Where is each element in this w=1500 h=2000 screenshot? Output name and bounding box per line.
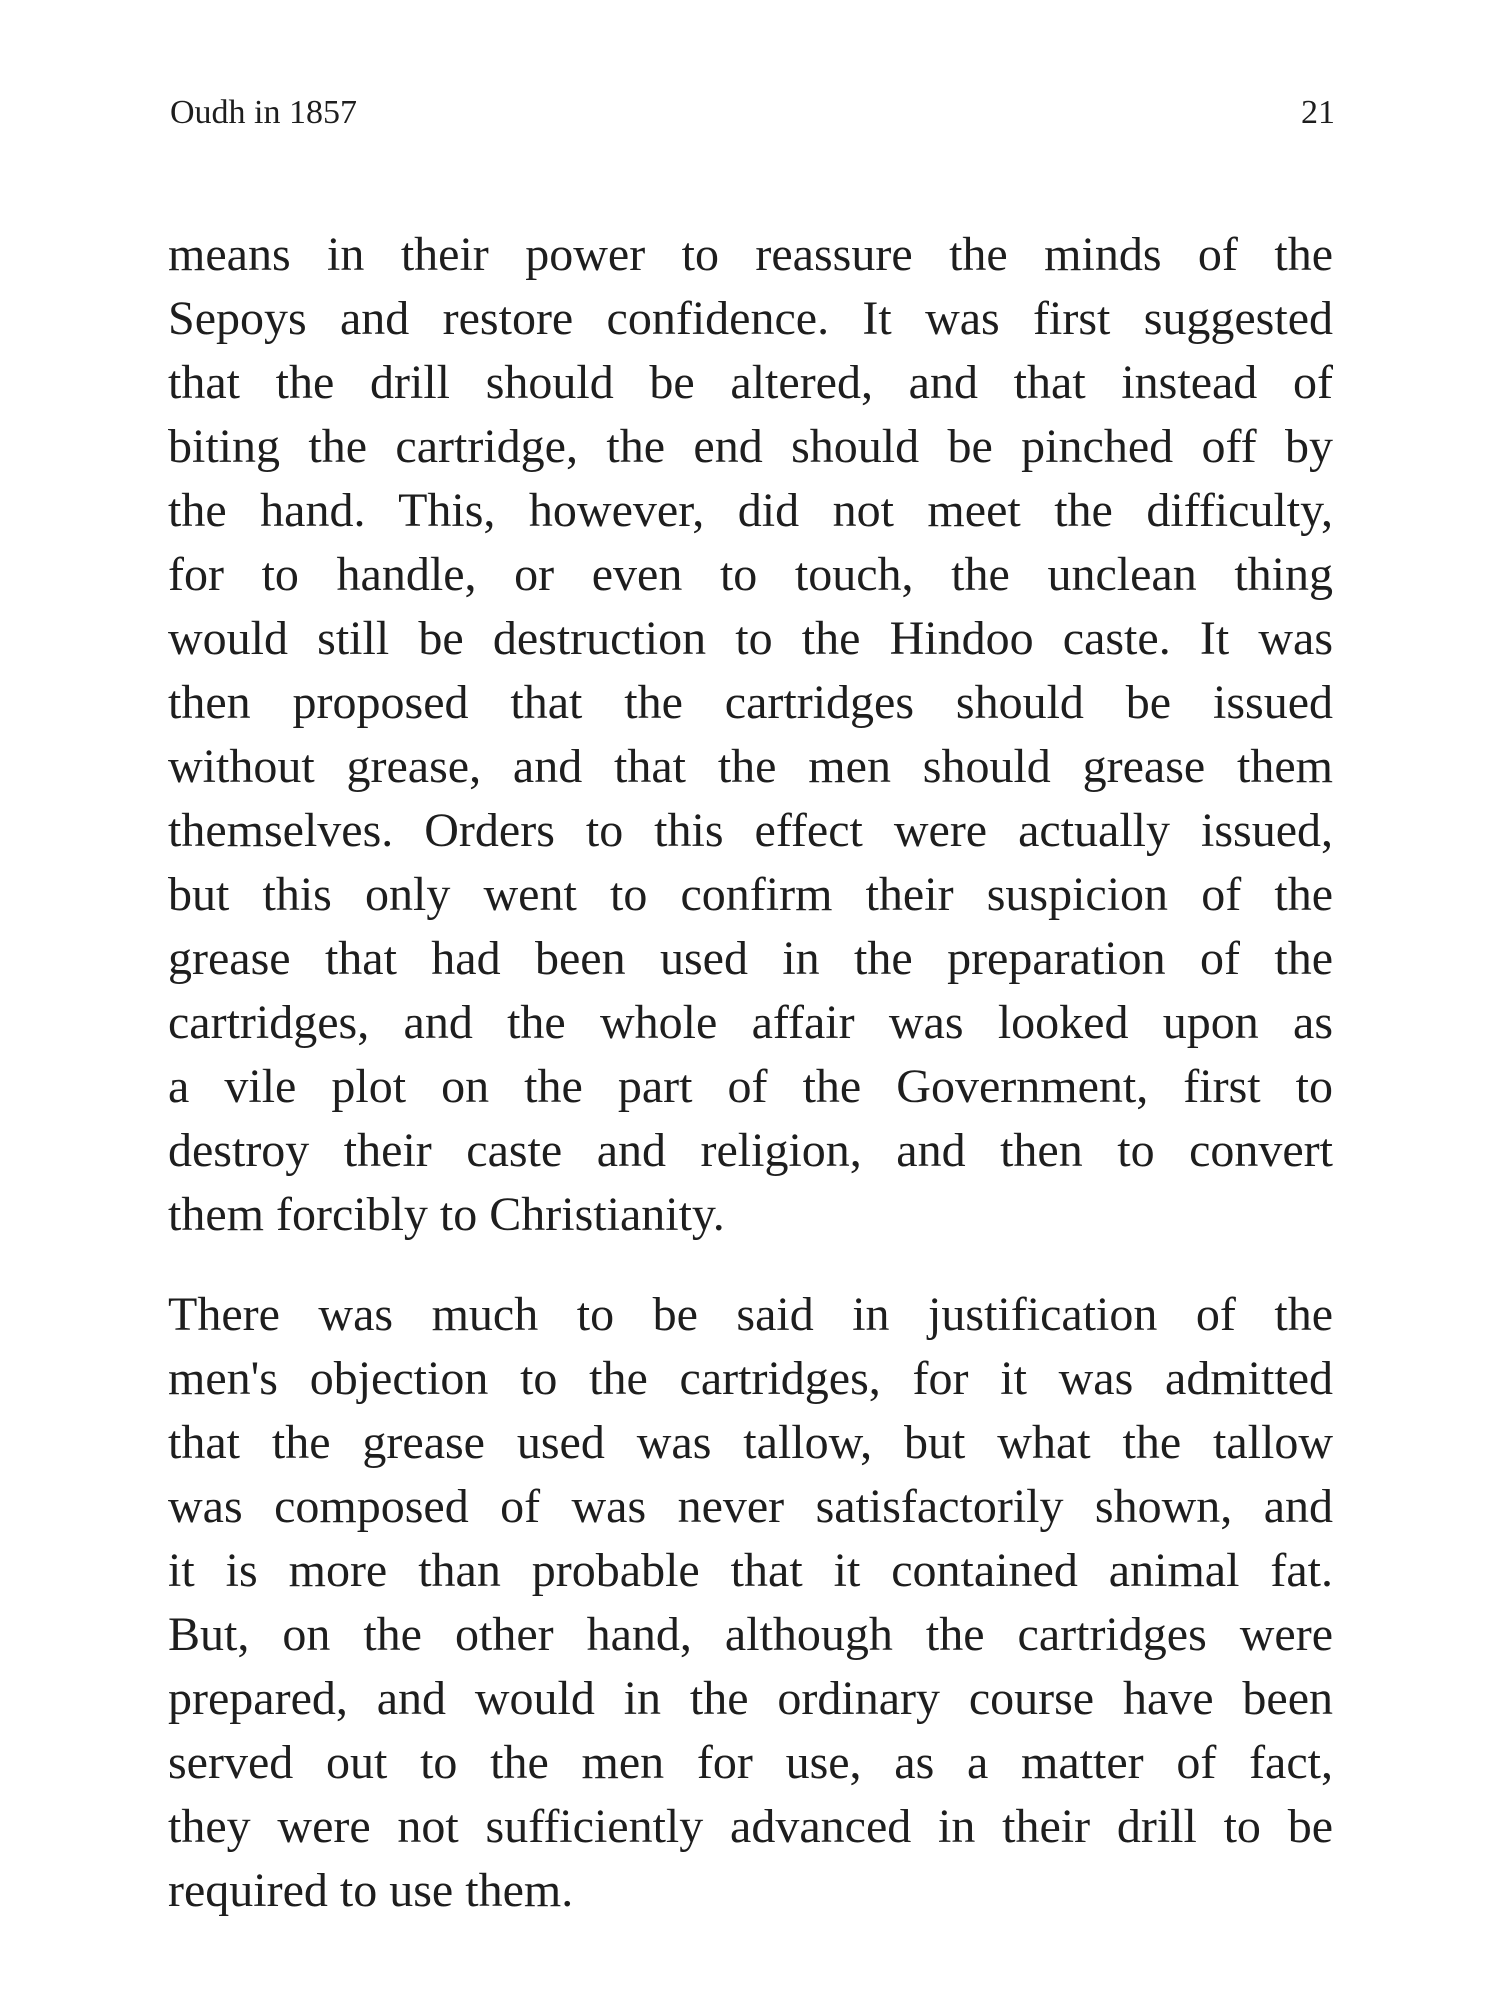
text-line: then proposed that the cartridges should be issued [168,676,1333,729]
text-line: it is more than probable that it contained animal fat. [168,1544,1333,1597]
text-line: for to handle, or even to touch, the unclean thing [168,548,1333,601]
running-title: Oudh in 1857 [170,94,357,131]
text-line: destroy their caste and religion, and then to convert [168,1124,1333,1177]
text-line: that the drill should be altered, and that instead of [168,356,1333,409]
page-number: 21 [1301,94,1335,131]
text-line: means in their power to reassure the minds of the [168,228,1333,281]
paragraph-1 [168,223,1333,1247]
text-line: but this only went to confirm their suspicion of the [168,868,1333,921]
text-line: was composed of was never satisfactorily shown, and [168,1480,1333,1533]
text-line: would still be destruction to the Hindoo caste. It was [168,612,1333,665]
text-line: they were not sufficiently advanced in their drill to be [168,1800,1333,1853]
text-line: prepared, and would in the ordinary course have been [168,1672,1333,1725]
text-line: grease that had been used in the preparation of the [168,932,1333,985]
text-line: that the grease used was tallow, but what the tallow [168,1416,1333,1469]
text-line: There was much to be said in justification of the [168,1288,1333,1341]
text-line: without grease, and that the men should grease them [168,740,1333,793]
text-line: them forcibly to Christianity. [168,1188,725,1241]
text-line: required to use them. [168,1864,574,1917]
text-line: the hand. This, however, did not meet the difficulty, [168,484,1333,537]
text-line: Sepoys and restore confidence. It was first suggested [168,292,1333,345]
text-line: biting the cartridge, the end should be pinched off by [168,420,1333,473]
text-line: a vile plot on the part of the Government, first to [168,1060,1333,1113]
text-line: But, on the other hand, although the cartridges were [168,1608,1333,1661]
text-line: cartridges, and the whole affair was looked upon as [168,996,1333,1049]
text-line: men's objection to the cartridges, for it was admitted [168,1352,1333,1405]
running-head [170,88,1335,138]
paragraph-2 [168,1283,1333,1923]
text-line: served out to the men for use, as a matter of fact, [168,1736,1333,1789]
text-line: themselves. Orders to this effect were actually issued, [168,804,1333,857]
